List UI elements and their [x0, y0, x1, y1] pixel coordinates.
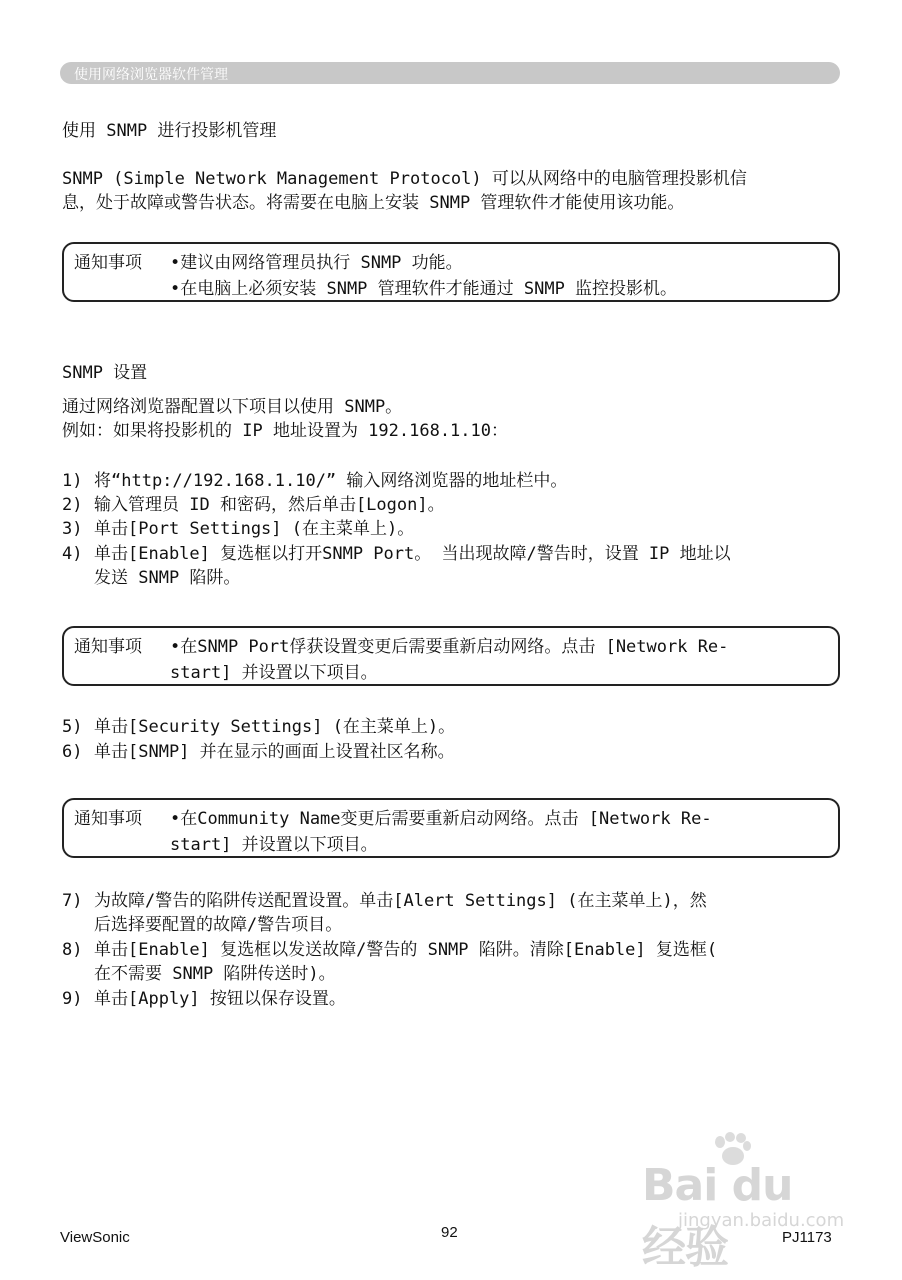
- baidu-jingyan-watermark: [642, 1160, 845, 1273]
- list-item-continuation: 后选择要配置的故障/警告项目。: [94, 915, 343, 935]
- notice-box-3: [62, 798, 840, 858]
- page-number: 92: [441, 1224, 458, 1241]
- list-item: 2) 输入管理员 ID 和密码，然后单击[Logon]。: [62, 495, 445, 515]
- list-item: 7) 为故障/警告的陷阱传送配置设置。单击[Alert Settings] (在主菜单上)，然: [62, 891, 707, 911]
- notice-tag: 通知事项: [74, 809, 142, 829]
- list-item: 3) 单击[Port Settings] (在主菜单上)。: [62, 519, 415, 539]
- list-item-continuation: 发送 SNMP 陷阱。: [94, 568, 241, 588]
- notice-line: start] 并设置以下项目。: [170, 835, 378, 855]
- header-title: 使用网络浏览器软件管理: [74, 67, 228, 83]
- notice-tag: 通知事项: [74, 253, 142, 273]
- notice-box-2: [62, 626, 840, 686]
- settings-intro-line-2: 例如：如果将投影机的 IP 地址设置为 192.168.1.10：: [62, 421, 508, 441]
- footer-model: PJ1173: [782, 1229, 832, 1246]
- watermark-logo: Bai du 经验: [642, 1160, 793, 1273]
- list-item: 9) 单击[Apply] 按钮以保存设置。: [62, 989, 346, 1009]
- list-item: 5) 单击[Security Settings] (在主菜单上)。: [62, 717, 456, 737]
- notice-line: •在SNMP Port俘获设置变更后需要重新启动网络。点击 [Network Re-: [170, 637, 729, 657]
- list-item: 6) 单击[SNMP] 并在显示的画面上设置社区名称。: [62, 742, 455, 762]
- header-bar: [60, 62, 840, 84]
- notice-line: •建议由网络管理员执行 SNMP 功能。: [170, 253, 463, 273]
- notice-line: start] 并设置以下项目。: [170, 663, 378, 683]
- notice-line: •在电脑上必须安装 SNMP 管理软件才能通过 SNMP 监控投影机。: [170, 279, 678, 299]
- intro-paragraph-line-2: 息，处于故障或警告状态。将需要在电脑上安装 SNMP 管理软件才能使用该功能。: [62, 193, 685, 213]
- intro-paragraph-line-1: SNMP (Simple Network Management Protocol) 可以从网络中的电脑管理投影机信: [62, 169, 747, 189]
- notice-tag: 通知事项: [74, 637, 142, 657]
- list-item: 4) 单击[Enable] 复选框以打开SNMP Port。 当出现故障/警告时，设置 IP 地址以: [62, 544, 731, 564]
- watermark-url: jingyan.baidu.com: [678, 1210, 845, 1231]
- list-item: 1) 将“http://192.168.1.10/” 输入网络浏览器的地址栏中。: [62, 471, 568, 491]
- list-item-continuation: 在不需要 SNMP 陷阱传送时)。: [94, 964, 336, 984]
- footer-brand: ViewSonic: [60, 1229, 130, 1246]
- section-title-snmp-management: 使用 SNMP 进行投影机管理: [62, 121, 277, 141]
- notice-box-1: [62, 242, 840, 302]
- section-title-snmp-settings: SNMP 设置: [62, 363, 148, 383]
- list-item: 8) 单击[Enable] 复选框以发送故障/警告的 SNMP 陷阱。清除[Enable] 复选框(: [62, 940, 718, 960]
- notice-line: •在Community Name变更后需要重新启动网络。点击 [Network Re-: [170, 809, 712, 829]
- settings-intro-line-1: 通过网络浏览器配置以下项目以使用 SNMP。: [62, 397, 403, 417]
